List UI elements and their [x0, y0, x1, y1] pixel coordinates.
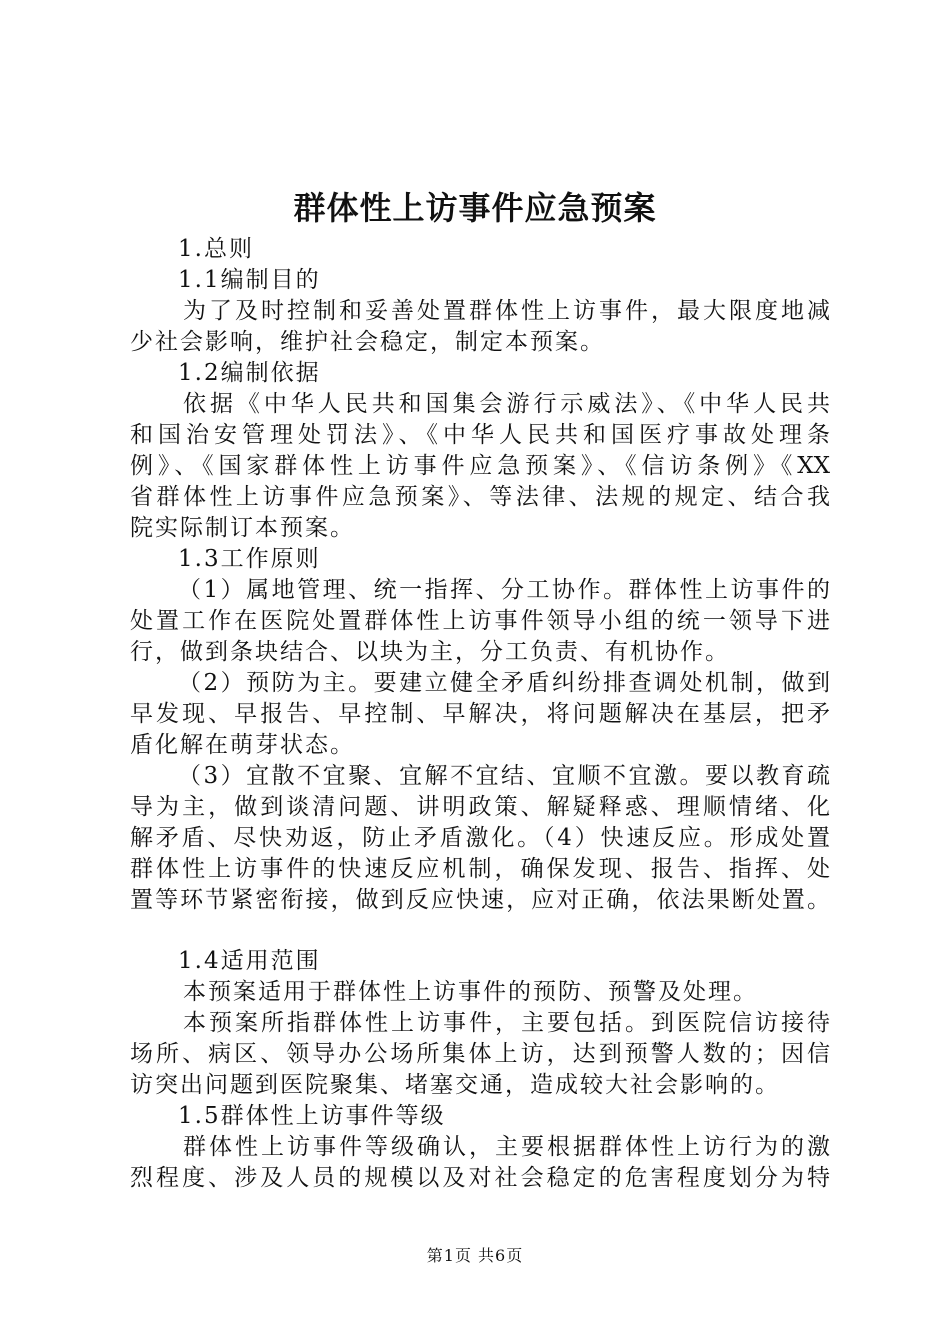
paragraph-line: 院实际制订本预案。: [130, 515, 355, 541]
paragraph-line: 本预案所指群体性上访事件，主要包括。到医院信访接待: [183, 1010, 830, 1036]
paragraph-line: 烈程度、涉及人员的规模以及对社会稳定的危害程度划分为特: [130, 1165, 830, 1191]
paragraph-line: 置等环节紧密衔接，做到反应快速，应对正确，依法果断处置。: [130, 887, 830, 913]
section-heading: 1.3工作原则: [178, 546, 321, 572]
paragraph-line: 依据《中华人民共和国集会游行示威法》、《中华人民共: [183, 391, 830, 417]
paragraph-line: 本预案适用于群体性上访事件的预防、预警及处理。: [183, 979, 758, 1005]
paragraph-line: 为了及时控制和妥善处置群体性上访事件，最大限度地减: [183, 298, 830, 324]
section-heading: 1.2编制依据: [178, 360, 321, 386]
paragraph-line: 解矛盾、尽快劝返，防止矛盾激化。（4）快速反应。形成处置: [130, 825, 830, 851]
section-heading: 1.1编制目的: [178, 267, 321, 293]
paragraph-line: 省群体性上访事件应急预案》、等法律、法规的规定、结合我: [130, 484, 830, 510]
section-heading: 1.4适用范围: [178, 948, 321, 974]
paragraph-line: （2）预防为主。要建立健全矛盾纠纷排查调处机制，做到: [178, 670, 830, 696]
section-heading: 1.5群体性上访事件等级: [178, 1103, 446, 1129]
paragraph-line: 少社会影响，维护社会稳定，制定本预案。: [130, 329, 605, 355]
document-title: 群体性上访事件应急预案: [293, 189, 657, 227]
paragraph-line: 群体性上访事件等级确认，主要根据群体性上访行为的激: [183, 1134, 830, 1160]
paragraph-line: （1）属地管理、统一指挥、分工协作。群体性上访事件的: [178, 577, 830, 603]
paragraph-line: 盾化解在萌芽状态。: [130, 732, 355, 758]
paragraph-line: 例》、《国家群体性上访事件应急预案》、《信访条例》《XX: [130, 453, 830, 479]
paragraph-line: 早发现、早报告、早控制、早解决，将问题解决在基层，把矛: [130, 701, 830, 727]
page-footer: 第1页 共6页: [426, 1246, 524, 1265]
paragraph-line: 导为主，做到谈清问题、讲明政策、解疑释惑、理顺情绪、化: [130, 794, 830, 820]
section-heading: 1.总则: [178, 236, 254, 262]
paragraph-gap: [130, 916, 830, 946]
document-body: [130, 234, 830, 1194]
paragraph-line: 处置工作在医院处置群体性上访事件领导小组的统一领导下进: [130, 608, 830, 634]
paragraph-line: 和国治安管理处罚法》、《中华人民共和国医疗事故处理条: [130, 422, 830, 448]
paragraph-line: 场所、病区、领导办公场所集体上访，达到预警人数的；因信: [130, 1041, 830, 1067]
paragraph-line: 访突出问题到医院聚集、堵塞交通，造成较大社会影响的。: [130, 1072, 780, 1098]
paragraph-line: 群体性上访事件的快速反应机制，确保发现、报告、指挥、处: [130, 856, 830, 882]
paragraph-line: （3）宜散不宜聚、宜解不宜结、宜顺不宜激。要以教育疏: [178, 763, 830, 789]
paragraph-line: 行，做到条块结合、以块为主，分工负责、有机协作。: [130, 639, 730, 665]
